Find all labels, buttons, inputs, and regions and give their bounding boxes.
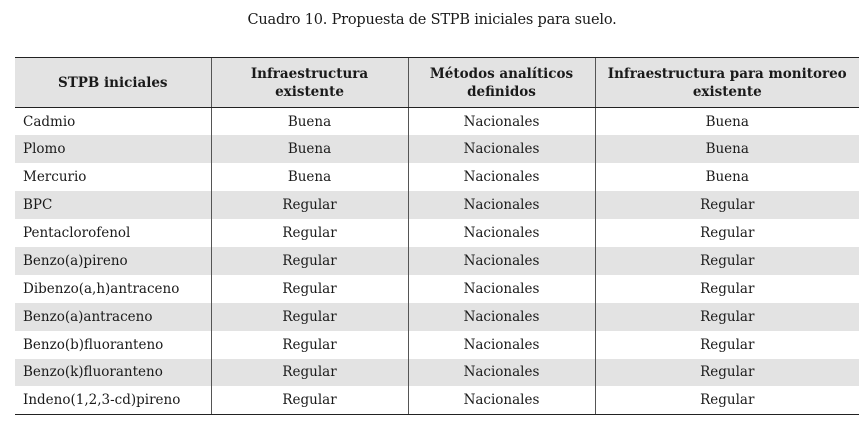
table-row	[15, 303, 859, 331]
header-stpb: STPB iniciales	[15, 58, 211, 108]
cell-metodos: Nacionales	[408, 275, 595, 303]
cell-substance: Mercurio	[23, 169, 87, 186]
table-row	[15, 191, 859, 219]
cell-infraestructura: Regular	[211, 219, 408, 247]
cell-monitoreo: Regular	[595, 219, 859, 247]
cell-substance: Dibenzo(a,h)antraceno	[23, 280, 180, 297]
cell-monitoreo: Regular	[595, 303, 859, 331]
cell-monitoreo: Regular	[595, 359, 859, 387]
header-row	[15, 58, 859, 108]
header-monitoreo: Infraestructura para monitoreo existente	[595, 58, 859, 108]
cell-monitoreo: Regular	[595, 191, 859, 219]
table-row	[15, 359, 859, 387]
cell-infraestructura: Regular	[211, 275, 408, 303]
cell-metodos: Nacionales	[408, 331, 595, 359]
header-infraestructura: Infraestructura existente	[211, 58, 408, 108]
cell-metodos: Nacionales	[408, 108, 595, 136]
table-row	[15, 331, 859, 359]
table-row	[15, 275, 859, 303]
cell-metodos: Nacionales	[408, 219, 595, 247]
cell-infraestructura: Regular	[211, 331, 408, 359]
table-row	[15, 386, 859, 414]
table-body	[15, 108, 859, 415]
cell-infraestructura: Regular	[211, 247, 408, 275]
table-row	[15, 247, 859, 275]
stpb-table	[15, 57, 859, 415]
cell-substance: Benzo(a)pireno	[23, 252, 128, 269]
cell-substance: Benzo(b)fluoranteno	[23, 336, 164, 353]
cell-infraestructura: Regular	[211, 386, 408, 414]
cell-metodos: Nacionales	[408, 386, 595, 414]
cell-substance: Plomo	[23, 141, 66, 158]
table-row	[15, 108, 859, 136]
cell-substance: Cadmio	[23, 113, 76, 130]
cell-metodos: Nacionales	[408, 191, 595, 219]
cell-infraestructura: Regular	[211, 303, 408, 331]
cell-monitoreo: Buena	[595, 163, 859, 191]
header-metodos: Métodos analíticos definidos	[408, 58, 595, 108]
cell-infraestructura: Regular	[211, 191, 408, 219]
table-row	[15, 219, 859, 247]
cell-metodos: Nacionales	[408, 303, 595, 331]
cell-substance: Benzo(a)antraceno	[23, 308, 153, 325]
cell-metodos: Nacionales	[408, 163, 595, 191]
cell-metodos: Nacionales	[408, 359, 595, 387]
cell-monitoreo: Buena	[595, 135, 859, 163]
table-header	[15, 58, 859, 108]
table-row	[15, 135, 859, 163]
cell-infraestructura: Regular	[211, 359, 408, 387]
cell-substance: Indeno(1,2,3-cd)pireno	[15, 386, 211, 414]
cell-metodos: Nacionales	[408, 135, 595, 163]
cell-infraestructura: Buena	[211, 135, 408, 163]
cell-infraestructura: Buena	[211, 108, 408, 136]
cell-substance: Pentaclorofenol	[23, 225, 131, 241]
cell-monitoreo: Regular	[595, 275, 859, 303]
cell-substance: BPC	[23, 197, 53, 214]
cell-metodos: Nacionales	[408, 247, 595, 275]
cell-infraestructura: Buena	[211, 163, 408, 191]
cell-monitoreo: Buena	[595, 108, 859, 136]
table-caption: Cuadro 10. Propuesta de STPB iniciales para suelo.	[247, 12, 617, 28]
table-row	[15, 163, 859, 191]
cell-substance: Benzo(k)fluoranteno	[23, 364, 163, 381]
cell-monitoreo: Regular	[595, 247, 859, 275]
cell-monitoreo: Regular	[595, 331, 859, 359]
cell-monitoreo: Regular	[595, 386, 859, 414]
